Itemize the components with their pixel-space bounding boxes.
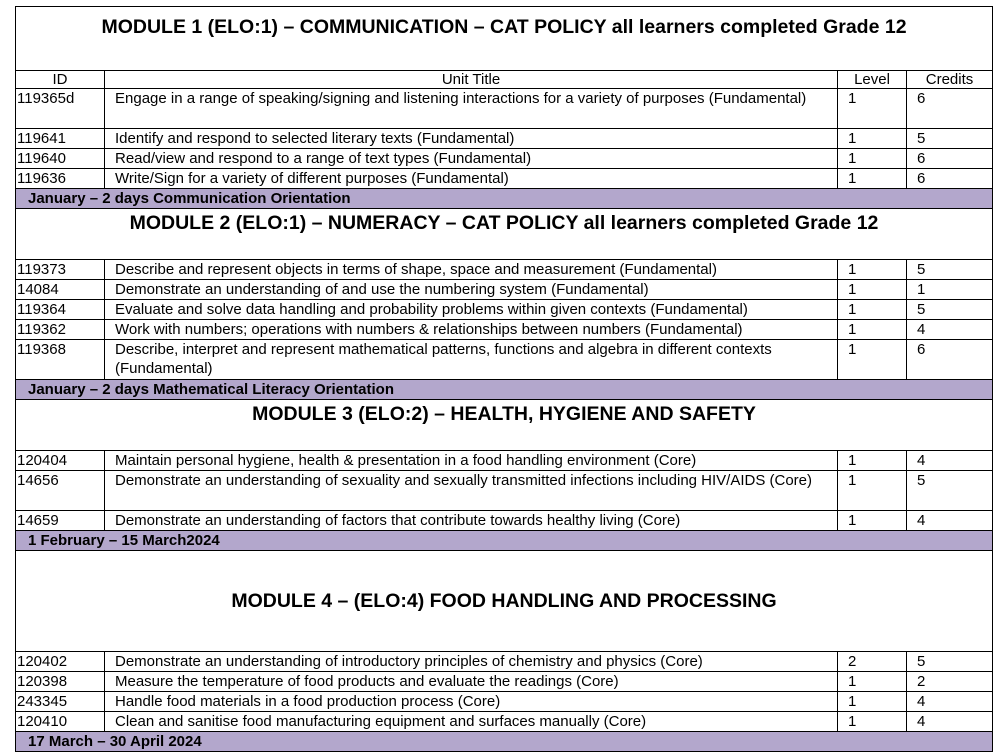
unit-level: 1 — [838, 280, 907, 300]
header-id: ID — [16, 71, 105, 89]
table-row — [16, 300, 993, 320]
unit-title: Describe, interpret and represent mathematical patterns, functions and algebra in different contexts (Fundamental) — [105, 340, 838, 380]
unit-level: 2 — [838, 652, 907, 672]
module-title: MODULE 1 (ELO:1) – COMMUNICATION – CAT POLICY all learners completed Grade 12 — [16, 7, 993, 71]
unit-id: 119362 — [16, 320, 105, 340]
unit-level: 1 — [838, 129, 907, 149]
unit-credits: 4 — [907, 511, 993, 531]
table-row — [16, 340, 993, 380]
unit-id: 14659 — [16, 511, 105, 531]
table-row — [16, 511, 993, 531]
unit-credits: 4 — [907, 320, 993, 340]
unit-level: 1 — [838, 712, 907, 732]
schedule-note: January – 2 days Communication Orientation — [16, 189, 993, 209]
header-unit-title: Unit Title — [105, 71, 838, 89]
unit-credits: 6 — [907, 149, 993, 169]
schedule-note: January – 2 days Mathematical Literacy Orientation — [16, 380, 993, 400]
unit-id: 119640 — [16, 149, 105, 169]
header-level: Level — [838, 71, 907, 89]
unit-title: Measure the temperature of food products and evaluate the readings (Core) — [105, 672, 838, 692]
unit-credits: 5 — [907, 471, 993, 511]
unit-id: 120402 — [16, 652, 105, 672]
unit-credits: 5 — [907, 300, 993, 320]
unit-credits: 1 — [907, 280, 993, 300]
unit-id: 119636 — [16, 169, 105, 189]
schedule-row — [16, 531, 993, 551]
unit-id: 119373 — [16, 260, 105, 280]
unit-title: Maintain personal hygiene, health & presentation in a food handling environment (Core) — [105, 451, 838, 471]
unit-id: 14656 — [16, 471, 105, 511]
unit-id: 120398 — [16, 672, 105, 692]
table-row — [16, 149, 993, 169]
unit-credits: 5 — [907, 129, 993, 149]
table-row — [16, 692, 993, 712]
unit-level: 1 — [838, 89, 907, 129]
unit-credits: 2 — [907, 672, 993, 692]
unit-id: 119364 — [16, 300, 105, 320]
unit-level: 1 — [838, 320, 907, 340]
unit-credits: 5 — [907, 260, 993, 280]
table-row — [16, 129, 993, 149]
unit-title: Engage in a range of speaking/signing and listening interactions for a variety of purposes (Fundamental) — [105, 89, 838, 129]
unit-credits: 6 — [907, 340, 993, 380]
unit-level: 1 — [838, 511, 907, 531]
header-credits: Credits — [907, 71, 993, 89]
unit-id: 243345 — [16, 692, 105, 712]
unit-credits: 4 — [907, 712, 993, 732]
modules-table — [15, 6, 993, 752]
unit-id: 119365d — [16, 89, 105, 129]
schedule-note: 17 March – 30 April 2024 — [16, 732, 993, 752]
table-row — [16, 260, 993, 280]
module-title: MODULE 2 (ELO:1) – NUMERACY – CAT POLICY all learners completed Grade 12 — [16, 209, 993, 260]
schedule-note: 1 February – 15 March2024 — [16, 531, 993, 551]
unit-credits: 6 — [907, 89, 993, 129]
unit-credits: 4 — [907, 692, 993, 712]
table-row — [16, 320, 993, 340]
unit-title: Demonstrate an understanding of and use the numbering system (Fundamental) — [105, 280, 838, 300]
unit-credits: 6 — [907, 169, 993, 189]
unit-title: Demonstrate an understanding of factors that contribute towards healthy living (Core) — [105, 511, 838, 531]
unit-level: 1 — [838, 672, 907, 692]
table-row — [16, 89, 993, 129]
unit-title: Evaluate and solve data handling and probability problems within given contexts (Fundamental) — [105, 300, 838, 320]
unit-id: 120404 — [16, 451, 105, 471]
unit-level: 1 — [838, 300, 907, 320]
unit-title: Handle food materials in a food production process (Core) — [105, 692, 838, 712]
unit-id: 14084 — [16, 280, 105, 300]
unit-level: 1 — [838, 451, 907, 471]
unit-id: 119368 — [16, 340, 105, 380]
table-row — [16, 169, 993, 189]
table-row — [16, 652, 993, 672]
table-row — [16, 280, 993, 300]
unit-level: 1 — [838, 260, 907, 280]
schedule-row — [16, 189, 993, 209]
unit-id: 120410 — [16, 712, 105, 732]
unit-level: 1 — [838, 692, 907, 712]
unit-level: 1 — [838, 149, 907, 169]
unit-title: Clean and sanitise food manufacturing equipment and surfaces manually (Core) — [105, 712, 838, 732]
schedule-row — [16, 732, 993, 752]
schedule-row — [16, 380, 993, 400]
unit-title: Identify and respond to selected literary texts (Fundamental) — [105, 129, 838, 149]
unit-title: Read/view and respond to a range of text types (Fundamental) — [105, 149, 838, 169]
table-row — [16, 451, 993, 471]
table-header-row — [16, 71, 993, 89]
unit-credits: 5 — [907, 652, 993, 672]
unit-level: 1 — [838, 340, 907, 380]
table-row — [16, 712, 993, 732]
unit-level: 1 — [838, 169, 907, 189]
table-row — [16, 471, 993, 511]
unit-level: 1 — [838, 471, 907, 511]
table-row — [16, 672, 993, 692]
unit-title: Demonstrate an understanding of sexuality and sexually transmitted infections including HIV/AIDS (Core) — [105, 471, 838, 511]
module-title: MODULE 3 (ELO:2) – HEALTH, HYGIENE AND SAFETY — [16, 400, 993, 451]
module-title: MODULE 4 – (ELO:4) FOOD HANDLING AND PROCESSING — [16, 551, 993, 652]
unit-title: Describe and represent objects in terms of shape, space and measurement (Fundamental) — [105, 260, 838, 280]
unit-title: Work with numbers; operations with numbers & relationships between numbers (Fundamental) — [105, 320, 838, 340]
unit-credits: 4 — [907, 451, 993, 471]
unit-id: 119641 — [16, 129, 105, 149]
unit-title: Write/Sign for a variety of different purposes (Fundamental) — [105, 169, 838, 189]
unit-title: Demonstrate an understanding of introductory principles of chemistry and physics (Core) — [105, 652, 838, 672]
